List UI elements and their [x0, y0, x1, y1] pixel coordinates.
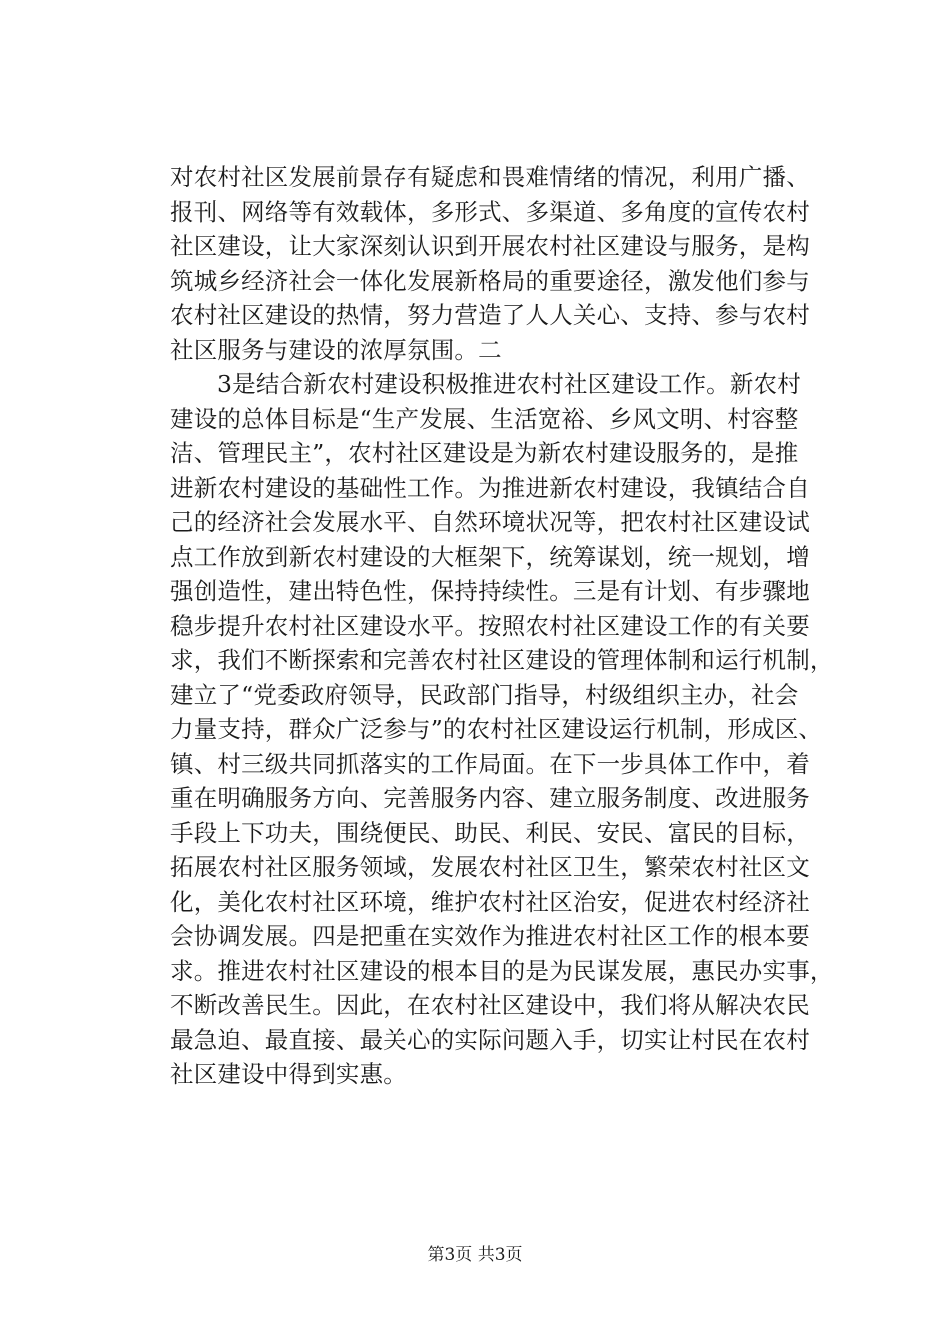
- text-line: 进新农村建设的基础性工作。为推进新农村建设，我镇结合自: [170, 473, 810, 502]
- text-line: 建设的总体目标是“生产发展、生活宽裕、乡风文明、村容整: [170, 404, 799, 433]
- text-line: 筑城乡经济社会一体化发展新格局的重要途径，激发他们参与: [170, 266, 810, 295]
- text-line: 点工作放到新农村建设的大框架下，统筹谋划，统一规划，增: [170, 542, 810, 571]
- text-line: 己的经济社会发展水平、自然环境状况等，把农村社区建设试: [170, 508, 810, 536]
- text-line: 稳步提升农村社区建设水平。按照农村社区建设工作的有关要: [170, 611, 810, 640]
- page-number-footer: 第3页 共3页: [427, 1245, 523, 1265]
- text-line: 农村社区建设的热情，努力营造了人人关心、支持、参与农村: [170, 301, 810, 329]
- text-line: 社区服务与建设的浓厚氛围。二: [170, 335, 502, 364]
- text-line: 化，美化农村社区环境，维护农村社区治安，促进农村经济社: [170, 887, 810, 916]
- text-line: 对农村社区发展前景存有疑虑和畏难情绪的情况，利用广播、: [170, 163, 810, 191]
- text-line: 会协调发展。四是把重在实效作为推进农村社区工作的根本要: [170, 922, 810, 950]
- text-line: 不断改善民生。因此，在农村社区建设中，我们将从解决农民: [170, 991, 810, 1019]
- paragraph-first-line: 3是结合新农村建设积极推进农村社区建设工作。新农村: [217, 370, 801, 398]
- text-line: 手段上下功夫，围绕便民、助民、利民、安民、富民的目标，: [170, 818, 810, 847]
- text-line: 洁、管理民主”，农村社区建设是为新农村建设服务的，是推: [170, 439, 799, 467]
- text-line: 社区建设，让大家深刻认识到开展农村社区建设与服务，是构: [170, 232, 810, 260]
- text-line: 社区建设中得到实惠。: [170, 1060, 407, 1088]
- text-line: 建立了“党委政府领导，民政部门指导，村级组织主办，社会: [170, 680, 799, 709]
- text-line: 报刊、网络等有效载体，多形式、多渠道、多角度的宣传农村: [170, 197, 810, 226]
- text-line: 拓展农村社区服务领域，发展农村社区卫生，繁荣农村社区文: [170, 853, 810, 881]
- text-line: 求，我们不断探索和完善农村社区建设的管理体制和运行机制，: [170, 646, 834, 674]
- text-line: 镇、村三级共同抓落实的工作局面。在下一步具体工作中，着: [170, 749, 810, 778]
- body-text: [170, 160, 838, 1092]
- text-line: 求。推进农村社区建设的根本目的是为民谋发展，惠民办实事，: [170, 956, 834, 985]
- text-line: 重在明确服务方向、完善服务内容、建立服务制度、改进服务: [170, 784, 810, 812]
- text-line: 强创造性，建出特色性，保持持续性。三是有计划、有步骤地: [170, 577, 810, 605]
- text-line: 最急迫、最直接、最关心的实际问题入手，切实让村民在农村: [170, 1025, 810, 1054]
- text-line: 力量支持，群众广泛参与”的农村社区建设运行机制，形成区、: [170, 715, 823, 743]
